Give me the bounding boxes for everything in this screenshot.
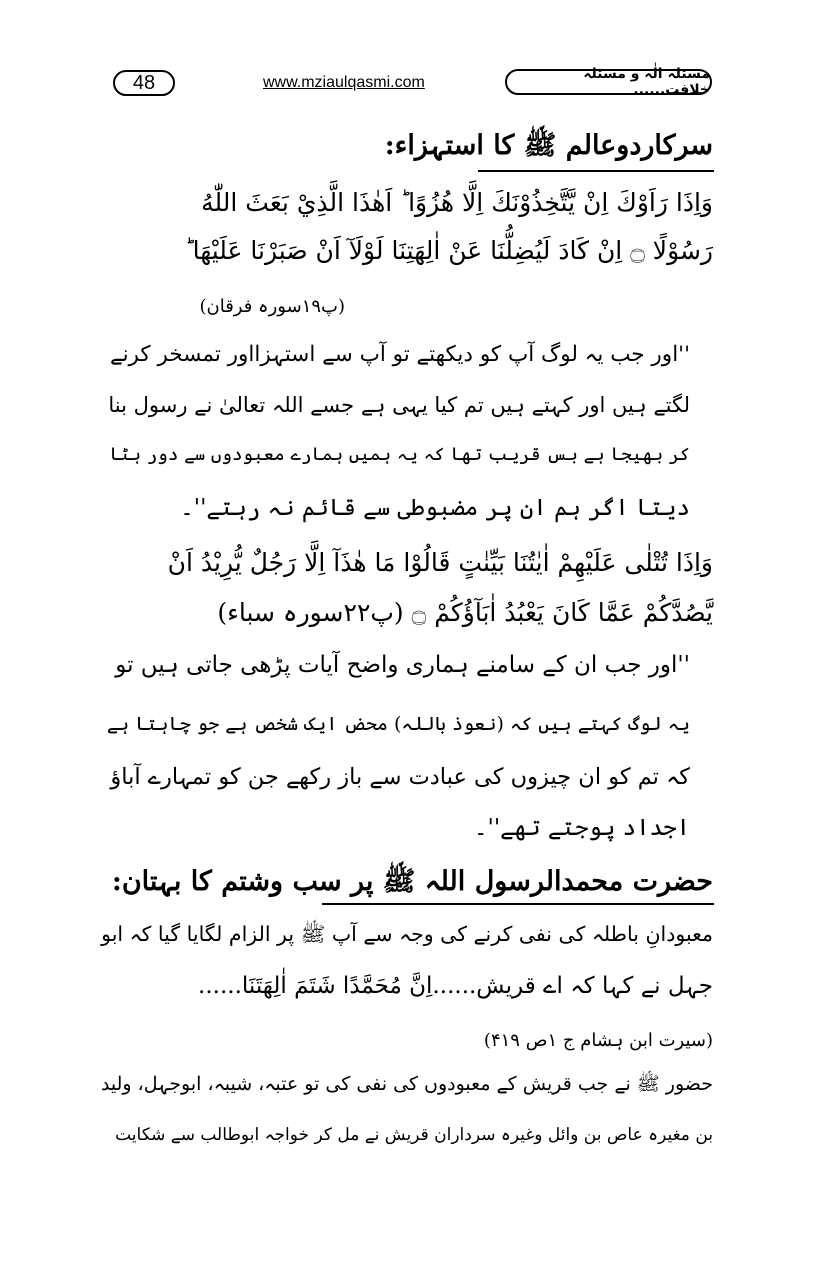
translation-line: ''اور جب ان کے سامنے ہماری واضح آیات پڑھی جاتی ہیں تو — [115, 652, 690, 678]
body-line: معبودانِ باطلہ کی نفی کرنے کی وجہ سے آپ ﷺ پر الزام لگایا گیا کہ ابو — [101, 922, 713, 946]
source-reference: (سیرت ابن ہشام ج ۱ص ۴۱۹) — [483, 1030, 713, 1051]
verse-line: يَّصُدَّكُمْ عَمَّا كَانَ يَعْبُدُ اٰبَآؤُكُمْ ۝ (پ۲۲سورہ سباء) — [217, 598, 713, 627]
verse-line: رَسُوْلًا ۝ اِنْ كَادَ لَيُضِلُّنَا عَنْ اٰلِهَتِنَا لَوْلَآ اَنْ صَبَرْنَا عَلَيْهَا ؕ — [184, 236, 713, 265]
verse-reference: (پ۱۹سورہ فرقان) — [199, 296, 345, 317]
heading-underline — [478, 170, 714, 172]
verse-line: وَاِذَا تُتْلٰى عَلَيْهِمْ اٰيٰتُنَا بَيِّنٰتٍ قَالُوْا مَا هٰذَآ اِلَّا رَجُلٌ يُّرِيْدُ اَنْ — [167, 548, 713, 577]
translation-line: یہ لوگ کہتے ہیں کہ (نعوذ باللہ) محض ایک شخص ہے جو چاہتا ہے — [106, 713, 690, 735]
section-heading-mockery: سرکاردوعالم ﷺ کا استہزاء: — [384, 130, 713, 161]
website-link[interactable]: www.mziaulqasmi.com — [263, 74, 425, 91]
heading-underline — [322, 903, 714, 905]
page-number: 48 — [113, 70, 175, 96]
translation-line: کر بھیجا ہے بس قریب تھا کہ یہ ہمیں ہمارے معبودوں سے دور ہٹا — [109, 444, 690, 465]
verse-line: وَاِذَا رَاَوْكَ اِنْ يَّتَّخِذُوْنَكَ اِلَّا هُزُوًا ؕ اَهٰذَا الَّذِيْ بَعَثَ اللّٰهُ — [201, 188, 713, 217]
body-line: حضور ﷺ نے جب قریش کے معبودوں کی نفی کی تو عتبہ، شیبہ، ابوجہل، ولید — [100, 1073, 713, 1095]
section-heading-slander: حضرت محمدالرسول اللہ ﷺ پر سب وشتم کا بہتان: — [111, 866, 713, 897]
translation-line: ''اور جب یہ لوگ آپ کو دیکھتے تو آپ سے استہزااور تمسخر کرنے — [109, 342, 690, 367]
translation-line: کہ تم کو ان چیزوں کی عبادت سے باز رکھے جن کو تمہارے آباؤ — [110, 764, 690, 790]
body-line: بن مغیرہ عاص بن وائل وغیرہ سرداران قریش نے مل کر خواجہ ابوطالب سے شکایت — [115, 1125, 713, 1145]
translation-line: دیتا اگر ہم ان پر مضبوطی سے قائم نہ رہتے''۔ — [180, 495, 690, 521]
translation-line: اجداد پوجتے تھے''۔ — [474, 815, 690, 841]
running-title: مسئلہ الٰہ و مسئلہ خلافت...... — [505, 69, 712, 95]
translation-line: لگتے ہیں اور کہتے ہیں تم کیا یہی ہے جسے اللہ تعالیٰ نے رسول بنا — [108, 393, 690, 417]
body-line: جہل نے کہا کہ اے قریش......اِنَّ مُحَمَّدًا شَتَمَ اٰلِهَتَنَا...... — [198, 973, 713, 999]
